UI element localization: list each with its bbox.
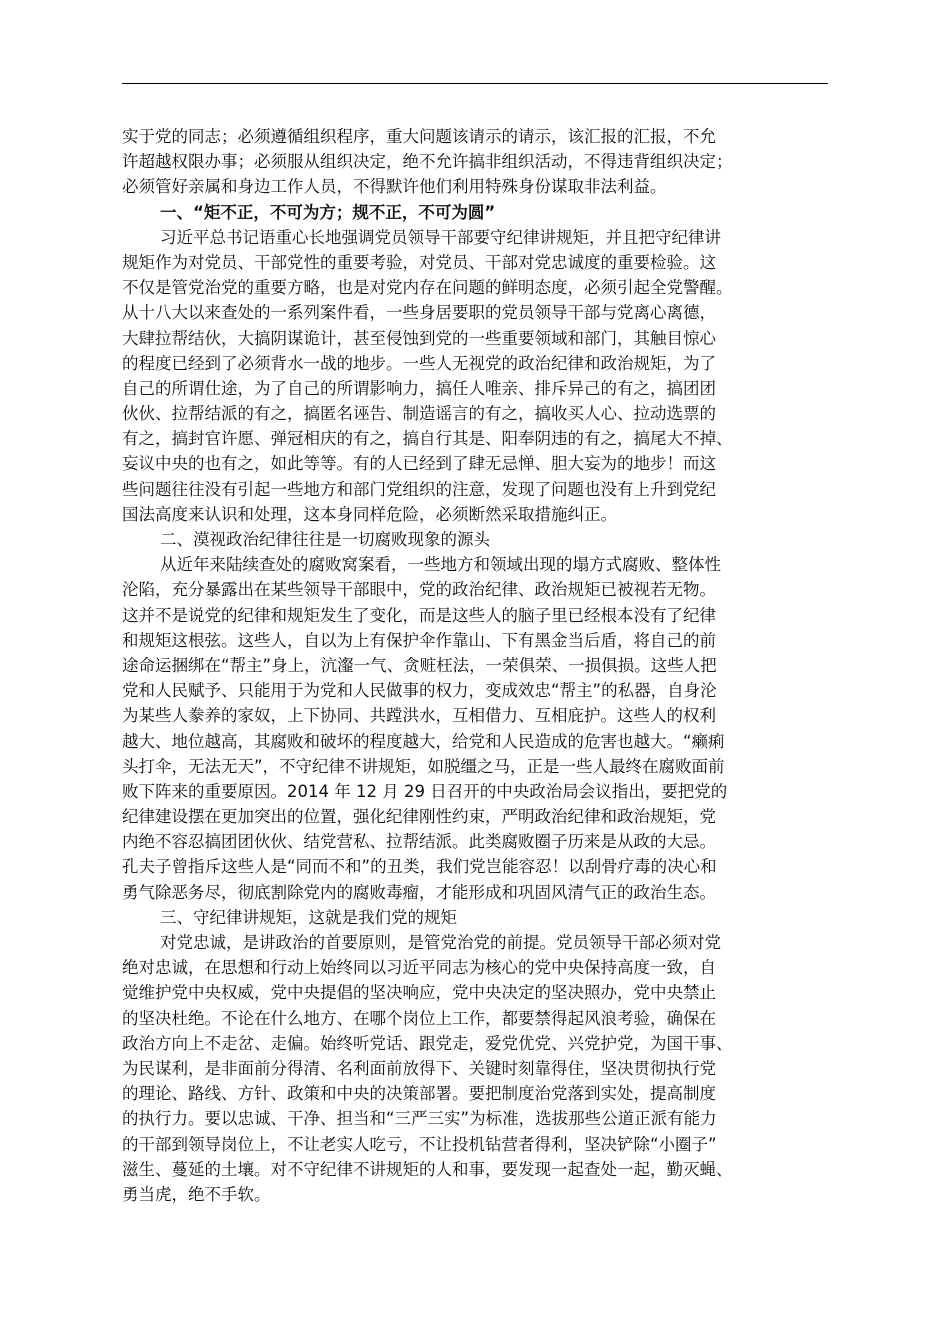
text-line: 头打伞，无法无天”，不守纪律不讲规矩，如脱缰之马，正是一些人最终在腐败面前 — [122, 756, 725, 776]
text-line: 和规矩这根弦。这些人，自以为上有保护伞作靠山、下有黑金当后盾，将自己的前 — [122, 630, 716, 650]
text-line: 自己的所谓仕途，为了自己的所谓影响力，搞任人唯亲、排斥异己的有之，搞团团 — [122, 378, 716, 398]
section-heading: 一、“矩不正，不可为方；规不正，不可为圆” — [160, 202, 496, 222]
text-line: 党和人民赋予、只能用于为党和人民做事的权力，变成效忠“帮主”的私器，自身沦 — [122, 681, 717, 701]
text-line: 从十八大以来查处的一系列案件看，一些身居要职的党员领导干部与党离心离德， — [122, 303, 716, 323]
text-line: 习近平总书记语重心长地强调党员领导干部要守纪律讲规矩，并且把守纪律讲 — [160, 227, 721, 247]
text-line: 实于党的同志；必须遵循组织程序，重大问题该请示的请示，该汇报的汇报，不允 — [122, 127, 716, 146]
section-heading: 二、漠视政治纪律往往是一切腐败现象的源头 — [160, 530, 490, 549]
text-line: 规矩作为对党员、干部党性的重要考验，对党员、干部对党忠诚度的重要检验。这 — [122, 252, 716, 272]
text-line: 为民谋利，是非面前分得清、名利面前放得下、关键时刻靠得住，坚决贯彻执行党 — [122, 1058, 716, 1078]
text-line: 的理论、路线、方针、政策和中央的决策部署。要把制度治党落到实处，提高制度 — [122, 1084, 716, 1104]
text-line: 政治方向上不走岔、走偏。始终听党话、跟党走，爱党优党、兴党护党，为国干事、 — [122, 1033, 733, 1053]
text-line: 勇当虎，绝不手软。 — [122, 1184, 271, 1204]
text-line: 对党忠诚，是讲政治的首要原则，是管党治党的前提。党员领导干部必须对党 — [160, 933, 721, 952]
text-line: 许超越权限办事；必须服从组织决定，绝不允许搞非组织活动，不得违背组织决定； — [122, 152, 733, 172]
header-rule — [122, 83, 828, 84]
text-line: 必须管好亲属和身边工作人员，不得默许他们利用特殊身份谋取非法利益。 — [122, 177, 667, 197]
text-line: 纪律建设摆在更加突出的位置，强化纪律刚性约束，严明政治纪律和政治规矩，党 — [122, 807, 716, 827]
text-line: 孔夫子曾指斥这些人是“同而不和”的丑类，我们党岂能容忍！以刮骨疗毒的决心和 — [122, 857, 717, 877]
text-line: 为某些人豢养的家奴，上下协同、共蹚洪水，互相借力、互相庇护。这些人的权利 — [122, 706, 716, 726]
text-line: 有之，搞封官许愿、弹冠相庆的有之，搞自行其是、阳奉阴违的有之，搞尾大不掉、 — [122, 429, 733, 449]
text-line: 越大、地位越高，其腐败和破坏的程度越大，给党和人民造成的危害也越大。“癞痢 — [122, 731, 725, 751]
text-line: 伙伙、拉帮结派的有之，搞匿名诬告、制造谣言的有之，搞收买人心、拉动选票的 — [122, 404, 716, 424]
text-line: 勇气除恶务尽，彻底割除党内的腐败毒瘤，才能形成和巩固风清气正的政治生态。 — [122, 882, 716, 902]
text-line: 沦陷，充分暴露出在某些领导干部眼中，党的政治纪律、政治规矩已被视若无物。 — [122, 580, 716, 600]
text-line: 的程度已经到了必须背水一战的地步。一些人无视党的政治纪律和政治规矩，为了 — [122, 353, 716, 373]
text-line: 滋生、蔓延的土壤。对不守纪律不讲规矩的人和事，要发现一起查处一起，勤灭蝇、 — [122, 1159, 733, 1179]
text-line: 绝对忠诚，在思想和行动上始终同以习近平同志为核心的党中央保持高度一致，自 — [122, 958, 716, 978]
text-line: 从近年来陆续查处的腐败窝案看，一些地方和领域出现的塌方式腐败、整体性 — [160, 555, 721, 575]
text-line: 不仅是管党治党的重要方略，也是对党内存在问题的鲜明态度，必须引起全党警醒。 — [122, 278, 733, 298]
document-body — [122, 124, 828, 1207]
text-line: 的干部到领导岗位上，不让老实人吃亏，不让投机钻营者得利，坚决铲除“小圈子” — [122, 1134, 717, 1154]
text-line: 国法高度来认识和处理，这本身同样危险，必须断然采取措施纠正。 — [122, 504, 617, 524]
text-line: 些问题往往没有引起一些地方和部门党组织的注意，发现了问题也没有上升到党纪 — [122, 479, 716, 499]
text-line: 妄议中央的也有之，如此等等。有的人已经到了肆无忌惮、胆大妄为的地步！而这 — [122, 454, 716, 474]
section-heading: 三、守纪律讲规矩，这就是我们党的规矩 — [160, 907, 457, 927]
text-line: 败下阵来的重要原因。2014 年 12 月 29 日召开的中央政治局会议指出，要把党的 — [122, 781, 728, 801]
text-line: 觉维护党中央权威，党中央提倡的坚决响应，党中央决定的坚决照办，党中央禁止 — [122, 983, 716, 1003]
text-line: 内绝不容忍搞团团伙伙、结党营私、拉帮结派。此类腐败圈子历来是从政的大忌。 — [122, 832, 716, 852]
text-line: 的坚决杜绝。不论在什么地方、在哪个岗位上工作，都要禁得起风浪考验，确保在 — [122, 1008, 716, 1028]
text-line: 的执行力。要以忠诚、干净、担当和“三严三实”为标准，选拔那些公道正派有能力 — [122, 1109, 717, 1129]
text-line: 大肆拉帮结伙，大搞阴谋诡计，甚至侵蚀到党的一些重要领域和部门，其触目惊心 — [122, 328, 716, 348]
text-line: 途命运捆绑在“帮主”身上，沆瀣一气、贪赃枉法，一荣俱荣、一损俱损。这些人把 — [122, 655, 717, 675]
text-line: 这并不是说党的纪律和规矩发生了变化，而是这些人的脑子里已经根本没有了纪律 — [122, 605, 716, 625]
